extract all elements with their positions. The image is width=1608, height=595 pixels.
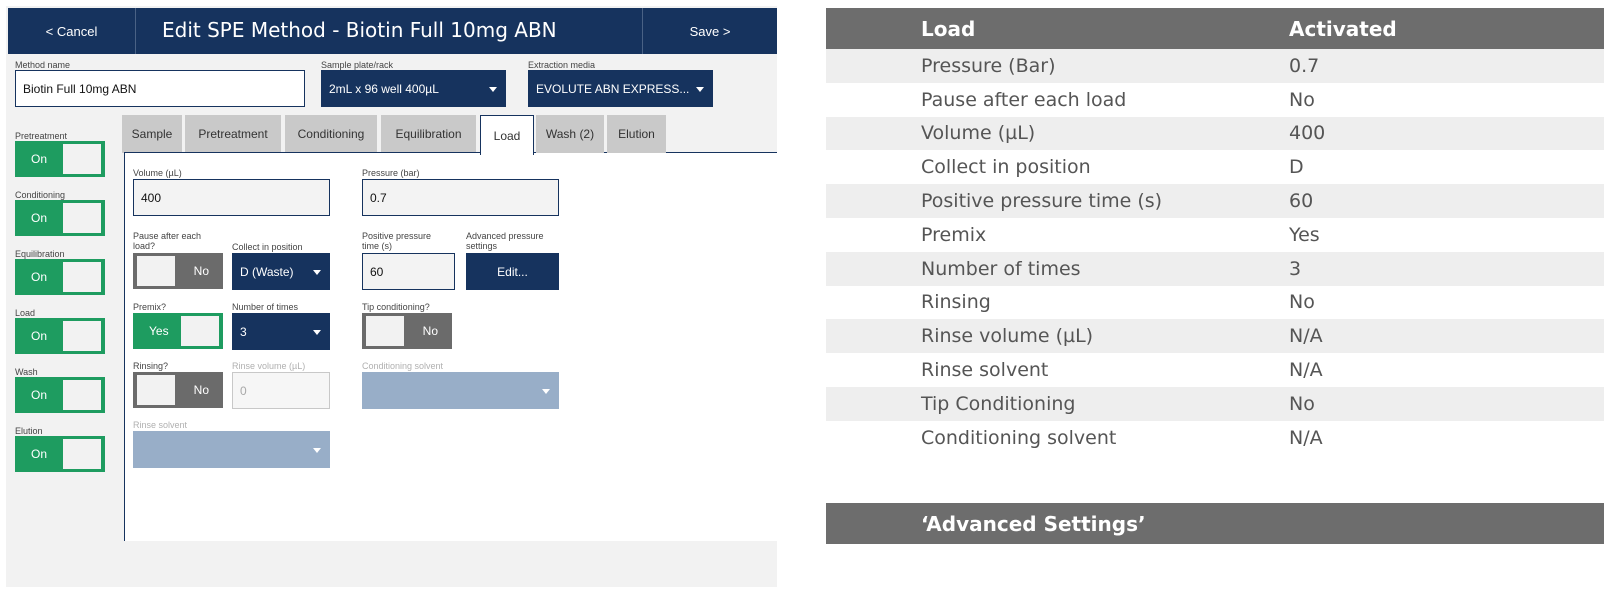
row-value: N/A [1289, 426, 1323, 449]
table-row [826, 49, 1604, 83]
chevron-down-icon [542, 389, 550, 394]
tab-elution[interactable]: Elution [607, 115, 666, 153]
sample-plate-select[interactable] [321, 70, 506, 107]
tip-conditioning-label: Tip conditioning? [362, 302, 430, 312]
tab-pretreatment[interactable]: Pretreatment [185, 115, 281, 153]
row-value: 400 [1289, 122, 1326, 145]
row-value: No [1289, 392, 1315, 415]
toggle-knob [137, 256, 175, 286]
method-name-input[interactable]: Biotin Full 10mg ABN [15, 70, 305, 107]
toggle-knob [63, 262, 101, 292]
step-label-equilibration: Equilibration [15, 249, 65, 259]
cancel-button[interactable]: < Cancel [8, 8, 136, 54]
table-row [826, 184, 1604, 218]
conditioning-solvent-label: Conditioning solvent [362, 361, 444, 371]
toggle-knob [63, 439, 101, 469]
volume-input[interactable]: 400 [133, 179, 330, 216]
step-label-conditioning: Conditioning [15, 190, 66, 200]
step-label-elution: Elution [15, 426, 43, 436]
toggle-knob [63, 144, 101, 174]
chevron-down-icon [313, 270, 321, 275]
pretreatment-toggle[interactable] [15, 141, 105, 177]
row-value: No [1289, 88, 1315, 111]
advanced-settings-label: ‘Advanced Settings’ [921, 511, 1146, 536]
table-row [826, 150, 1604, 184]
row-param: Rinse solvent [921, 359, 1049, 382]
row-value: N/A [1289, 325, 1323, 348]
row-param: Pressure (Bar) [921, 54, 1056, 77]
pressure-label: Pressure (bar) [362, 168, 420, 178]
extraction-media-label: Extraction media [528, 60, 596, 70]
pressure-input[interactable]: 0.7 [362, 179, 559, 216]
toggle-state: No [422, 324, 438, 338]
rinse-solvent-select[interactable] [133, 431, 330, 468]
spe-method-editor [6, 6, 777, 587]
step-label-load: Load [15, 308, 36, 318]
toggle-knob [366, 316, 404, 346]
toggle-state: Yes [149, 324, 169, 338]
toggle-knob [63, 380, 101, 410]
tab-wash[interactable]: Wash (2) [536, 115, 604, 153]
row-param: Tip Conditioning [921, 392, 1076, 415]
toggle-state: On [31, 447, 48, 461]
header-activated: Activated [1289, 16, 1397, 41]
number-of-times-value: 3 [240, 324, 247, 339]
advanced-pressure-edit-button[interactable]: Edit... [466, 253, 559, 290]
collect-position-label: Collect in position [232, 242, 303, 252]
table-row [826, 319, 1604, 353]
elution-toggle[interactable] [15, 436, 105, 472]
conditioning-toggle[interactable] [15, 200, 105, 236]
row-param: Positive pressure time (s) [921, 190, 1163, 213]
extraction-media-value: EVOLUTE ABN EXPRESS... [536, 81, 690, 96]
toggle-state: On [31, 152, 48, 166]
sample-plate-value: 2mL x 96 well 400µL [329, 81, 439, 96]
pause-label: Pause after each load? [133, 231, 202, 251]
row-param: Premix [921, 223, 987, 246]
step-label-pretreatment: Pretreatment [15, 131, 68, 141]
chevron-down-icon [313, 330, 321, 335]
toggle-state: On [31, 270, 48, 284]
extraction-media-select[interactable] [528, 70, 713, 107]
rinse-volume-label: Rinse volume (µL) [232, 361, 306, 371]
chevron-down-icon [489, 87, 497, 92]
row-param: Collect in position [921, 156, 1091, 179]
rinsing-label: Rinsing? [133, 361, 169, 371]
number-of-times-label: Number of times [232, 302, 299, 312]
equilibration-toggle[interactable] [15, 259, 105, 295]
toggle-knob [63, 321, 101, 351]
row-param: Number of times [921, 257, 1081, 280]
table-row [826, 218, 1604, 252]
positive-pressure-time-input[interactable]: 60 [362, 253, 455, 290]
row-value: N/A [1289, 359, 1323, 382]
toggle-state: On [31, 388, 48, 402]
tab-equilibration[interactable]: Equilibration [381, 115, 476, 153]
page-title: Edit SPE Method - Biotin Full 10mg ABN [162, 18, 557, 42]
number-of-times-select[interactable] [232, 313, 330, 350]
row-value: D [1289, 156, 1304, 179]
toggle-state: No [193, 264, 209, 278]
toggle-state: On [31, 211, 48, 225]
rinse-volume-input[interactable]: 0 [232, 372, 330, 409]
row-value: 3 [1289, 257, 1302, 280]
load-settings-table [826, 8, 1604, 536]
header-bar [8, 8, 777, 54]
premix-toggle[interactable] [133, 313, 223, 349]
toggle-knob [63, 203, 101, 233]
tab-sample[interactable]: Sample [122, 115, 182, 153]
toggle-state: On [31, 329, 48, 343]
method-name-label: Method name [15, 60, 71, 70]
row-param: Volume (µL) [921, 122, 1036, 145]
table-row [826, 252, 1604, 286]
positive-pressure-time-label: Positive pressure time (s) [362, 231, 432, 251]
row-param: Pause after each load [921, 88, 1127, 111]
row-value: Yes [1289, 223, 1320, 246]
rinsing-toggle[interactable] [133, 372, 223, 408]
table-row [826, 286, 1604, 320]
collect-position-select[interactable] [232, 253, 330, 290]
advanced-settings-header [826, 503, 1604, 544]
toggle-state: No [193, 383, 209, 397]
wash-toggle[interactable] [15, 377, 105, 413]
table-row [826, 387, 1604, 421]
conditioning-solvent-select[interactable] [362, 372, 559, 409]
pause-after-load-toggle[interactable] [133, 253, 223, 289]
chevron-down-icon [313, 448, 321, 453]
volume-label: Volume (µL) [133, 168, 182, 178]
save-button[interactable]: Save > [642, 8, 777, 54]
row-param: Rinsing [921, 291, 991, 314]
table-row [826, 83, 1604, 117]
toggle-knob [137, 375, 175, 405]
advanced-pressure-label: Advanced pressure settings [466, 231, 544, 251]
premix-label: Premix? [133, 302, 167, 312]
row-param: Rinse volume (µL) [921, 325, 1094, 348]
table-row [826, 421, 1604, 455]
sample-plate-label: Sample plate/rack [321, 60, 394, 70]
tab-conditioning[interactable]: Conditioning [285, 115, 377, 153]
tip-conditioning-toggle[interactable] [362, 313, 452, 349]
row-value: 60 [1289, 190, 1314, 213]
rinse-solvent-label: Rinse solvent [133, 420, 188, 430]
load-toggle[interactable] [15, 318, 105, 354]
chevron-down-icon [696, 87, 704, 92]
table-row [826, 117, 1604, 151]
row-value: No [1289, 291, 1315, 314]
table-header [826, 8, 1604, 49]
toggle-knob [181, 316, 219, 346]
step-label-wash: Wash [15, 367, 38, 377]
tab-load[interactable]: Load [480, 115, 534, 155]
row-value: 0.7 [1289, 54, 1320, 77]
collect-position-value: D (Waste) [240, 264, 294, 279]
header-load: Load [921, 16, 976, 41]
table-row [826, 353, 1604, 387]
row-param: Conditioning solvent [921, 426, 1117, 449]
